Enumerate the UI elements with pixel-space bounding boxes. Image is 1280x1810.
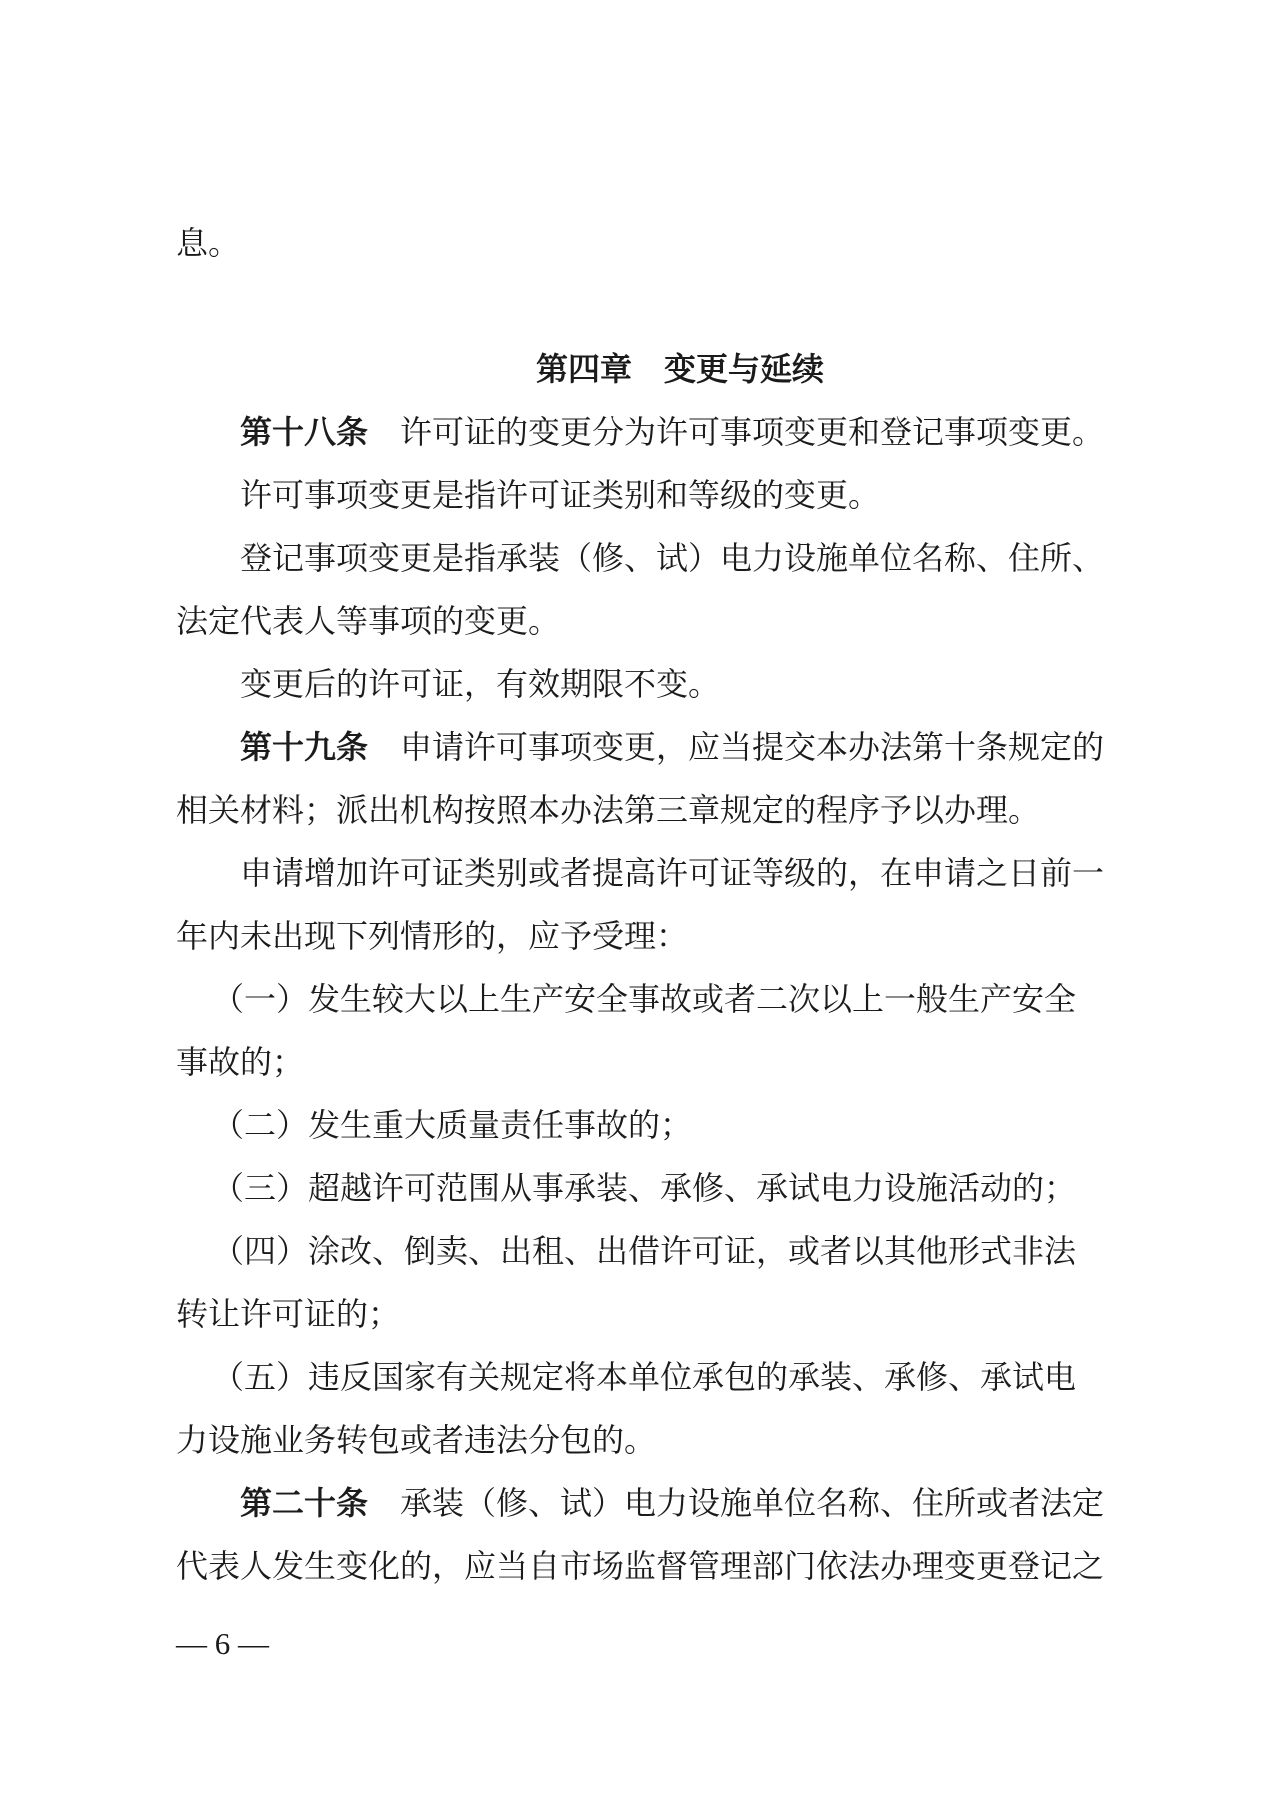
list-item-line-1: （一）发生较大以上生产安全事故或者二次以上一般生产安全 — [212, 981, 1077, 1017]
text-line: 年内未出现下列情形的，应予受理： — [176, 918, 689, 954]
article-number: 第十八条 — [240, 414, 369, 450]
text-line: 代表人发生变化的，应当自市场监督管理部门依法办理变更登记之 — [176, 1548, 1105, 1584]
text-line-rest: 申请许可事项变更，应当提交本办法第十条规定的 — [368, 729, 1105, 765]
list-item-line-5: （五）违反国家有关规定将本单位承包的承装、承修、承试电 — [212, 1359, 1077, 1395]
text-line: 许可事项变更是指许可证类别和等级的变更。 — [240, 477, 881, 513]
text-line: 事故的； — [176, 1044, 305, 1080]
list-item-line-3: （三）超越许可范围从事承装、承修、承试电力设施活动的； — [212, 1170, 1077, 1206]
text-line: 法定代表人等事项的变更。 — [176, 603, 561, 639]
text-line: 登记事项变更是指承装（修、试）电力设施单位名称、住所、 — [240, 540, 1105, 576]
text-line: 变更后的许可证，有效期限不变。 — [240, 666, 721, 702]
text-line: 转让许可证的； — [176, 1296, 401, 1332]
text-line-article-18 — [176, 401, 1112, 464]
text-line: 相关材料；派出机构按照本办法第三章规定的程序予以办理。 — [176, 792, 1041, 828]
chapter-heading: 第四章 变更与延续 — [535, 351, 824, 387]
list-item-line-2: （二）发生重大质量责任事故的； — [212, 1107, 693, 1143]
text-line-article-20 — [176, 1472, 1112, 1535]
page-number: — 6 — — [176, 1626, 269, 1661]
article-number: 第十九条 — [240, 729, 369, 765]
document-body — [176, 212, 1112, 1598]
text-line-rest: 承装（修、试）电力设施单位名称、住所或者法定 — [368, 1485, 1105, 1521]
text-line-article-19 — [176, 716, 1112, 779]
list-item-line-4: （四）涂改、倒卖、出租、出借许可证，或者以其他形式非法 — [212, 1233, 1077, 1269]
blank-line — [176, 275, 1112, 338]
text-line: 力设施业务转包或者违法分包的。 — [176, 1422, 657, 1458]
article-number: 第二十条 — [240, 1485, 369, 1521]
text-line-rest: 许可证的变更分为许可事项变更和登记事项变更。 — [368, 414, 1105, 450]
text-line: 申请增加许可证类别或者提高许可证等级的，在申请之日前一 — [240, 855, 1105, 891]
continuation-text-line: 息。 — [176, 225, 241, 261]
